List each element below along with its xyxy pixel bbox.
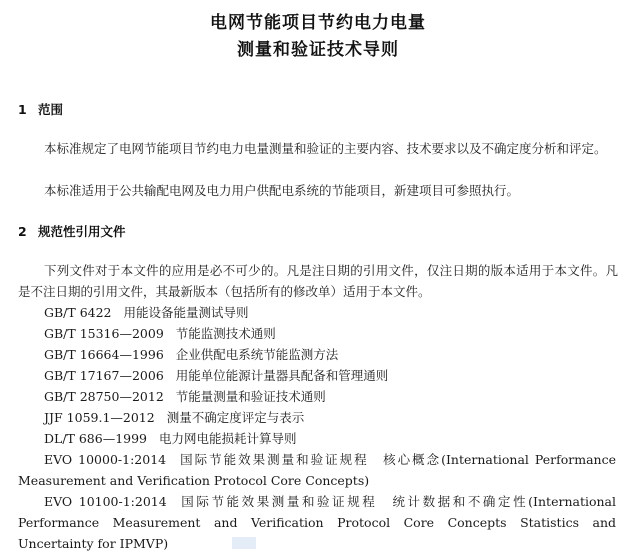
reference-item [18, 386, 618, 407]
section-1-number: 1 [18, 102, 27, 117]
reference-item [18, 428, 618, 449]
document-title-line-1: 电网节能项目节约电力电量 [210, 13, 426, 33]
reference-name: 国际节能效果测量和验证规程 统计数据和不确定性(International Performance Measurement and Verification Protocol Core Concepts Statistics and Uncertainty for IPMVP) [18, 494, 616, 551]
document-title-line-2: 测量和验证技术导则 [237, 40, 399, 60]
reference-name: 国际节能效果测量和验证规程 核心概念(International Performance Measurement and Verification Protocol Core Concepts) [18, 452, 616, 488]
reference-code: GB/T 17167—2006 [44, 368, 164, 383]
reference-code: GB/T 15316—2009 [44, 326, 164, 341]
reference-code: DL/T 686—1999 [44, 431, 148, 446]
reference-item [18, 323, 618, 344]
watermark-stamp [232, 537, 256, 549]
reference-code: EVO 10100-1:2014 [44, 494, 167, 509]
reference-code: GB/T 16664—1996 [44, 347, 164, 362]
section-2-number: 2 [18, 224, 27, 239]
reference-code: EVO 10000-1:2014 [44, 452, 167, 467]
section-2-heading [18, 222, 126, 240]
reference-name: 测量不确定度评定与表示 [166, 410, 305, 425]
reference-item [18, 491, 616, 554]
reference-code: JJF 1059.1—2012 [44, 410, 155, 425]
reference-name: 用能设备能量测试导则 [123, 305, 249, 320]
reference-item [18, 449, 616, 491]
section-1-paragraph-1: 本标准规定了电网节能项目节约电力电量测量和验证的主要内容、技术要求以及不确定度分析和评定。 [44, 141, 607, 156]
reference-item [18, 365, 618, 386]
reference-item [18, 344, 618, 365]
section-1-title: 范围 [38, 102, 64, 117]
reference-item [18, 407, 618, 428]
reference-name: 用能单位能源计量器具配备和管理通则 [175, 368, 389, 383]
section-2-intro: 下列文件对于本文件的应用是必不可少的。凡是注日期的引用文件，仅注日期的版本适用于本文件。凡是不注日期的引用文件，其最新版本（包括所有的修改单）适用于本文件。 [18, 263, 618, 299]
reference-name: 节能量测量和验证技术通则 [175, 389, 326, 404]
reference-code: GB/T 28750—2012 [44, 389, 164, 404]
reference-name: 电力网电能损耗计算导则 [159, 431, 297, 446]
section-1-heading [18, 100, 63, 118]
reference-item [18, 302, 618, 323]
reference-name: 节能监测技术通则 [175, 326, 276, 341]
reference-code: GB/T 6422 [44, 305, 112, 320]
reference-name: 企业供配电系统节能监测方法 [175, 347, 339, 362]
section-1-paragraph-2: 本标准适用于公共输配电网及电力用户供配电系统的节能项目，新建项目可参照执行。 [44, 183, 520, 198]
section-2-title: 规范性引用文件 [38, 224, 126, 239]
